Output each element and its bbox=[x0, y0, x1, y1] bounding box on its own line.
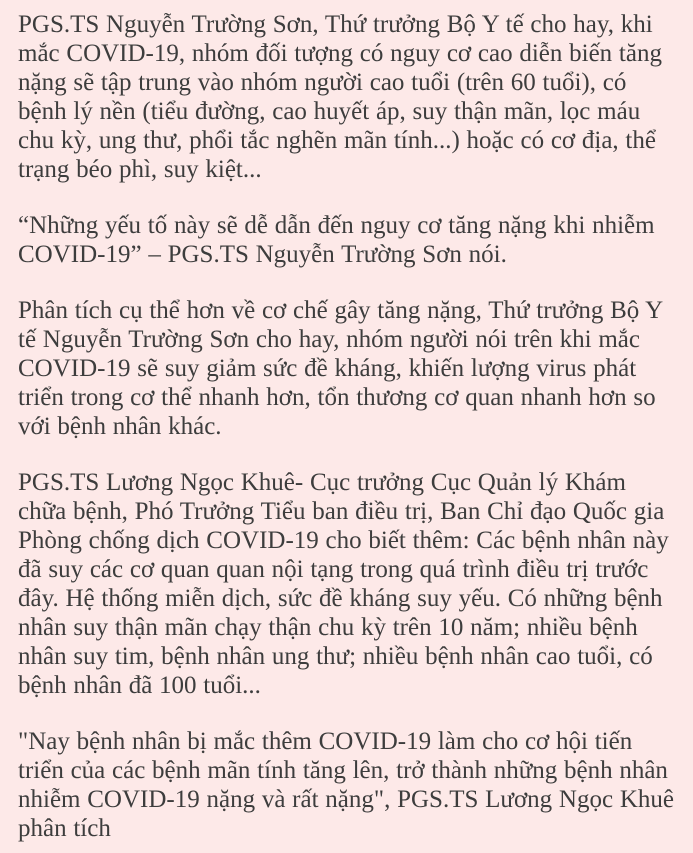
article-paragraph-khue-details: PGS.TS Lương Ngọc Khuê- Cục trưởng Cục Quản lý Khám chữa bệnh, Phó Trưởng Tiểu ban điều trị, Ban Chỉ đạo Quốc gia Phòng chống dịch COVID-19 cho biết thêm: Các bệnh nhân này đã suy các cơ quan quan nội tạng trong quá trình điều trị trước đây. Hệ thống miễn dịch, sức đề kháng suy yếu. Có những bệnh nhân suy thận mãn chạy thận chu kỳ trên 10 năm; nhiều bệnh nhân suy tim, bệnh nhân ung thư; nhiều bệnh nhân cao tuổi, có bệnh nhân đã 100 tuổi... bbox=[18, 469, 669, 699]
article-paragraph-risk-groups: PGS.TS Nguyễn Trường Sơn, Thứ trưởng Bộ Y tế cho hay, khi mắc COVID-19, nhóm đối tượng có nguy cơ cao diễn biến tăng nặng sẽ tập trung vào nhóm người cao tuổi (trên 60 tuổi), có bệnh lý nền (tiểu đường, cao huyết áp, suy thận mãn, lọc máu chu kỳ, ung thư, phổi tắc nghẽn mãn tính...) hoặc có cơ địa, thể trạng béo phì, suy kiệt... bbox=[18, 11, 662, 183]
article-paragraph-quote-khue: "Nay bệnh nhân bị mắc thêm COVID-19 làm cho cơ hội tiến triển của các bệnh mãn tính tăng lên, trở thành những bệnh nhân nhiễm COVID-19 nặng và rất nặng", PGS.TS Lương Ngọc Khuê phân tích bbox=[18, 728, 674, 842]
article-body bbox=[18, 10, 675, 843]
article-paragraph-quote-son: “Những yếu tố này sẽ dễ dẫn đến nguy cơ tăng nặng khi nhiễm COVID-19” – PGS.TS Nguyễn Trường Sơn nói. bbox=[18, 212, 655, 268]
article-paragraph-mechanism: Phân tích cụ thể hơn về cơ chế gây tăng nặng, Thứ trưởng Bộ Y tế Nguyễn Trường Sơn cho hay, nhóm người nói trên khi mắc COVID-19 sẽ suy giảm sức đề kháng, khiến lượng virus phát triển trong cơ thể nhanh hơn, tổn thương cơ quan nhanh hơn so với bệnh nhân khác. bbox=[18, 297, 663, 440]
